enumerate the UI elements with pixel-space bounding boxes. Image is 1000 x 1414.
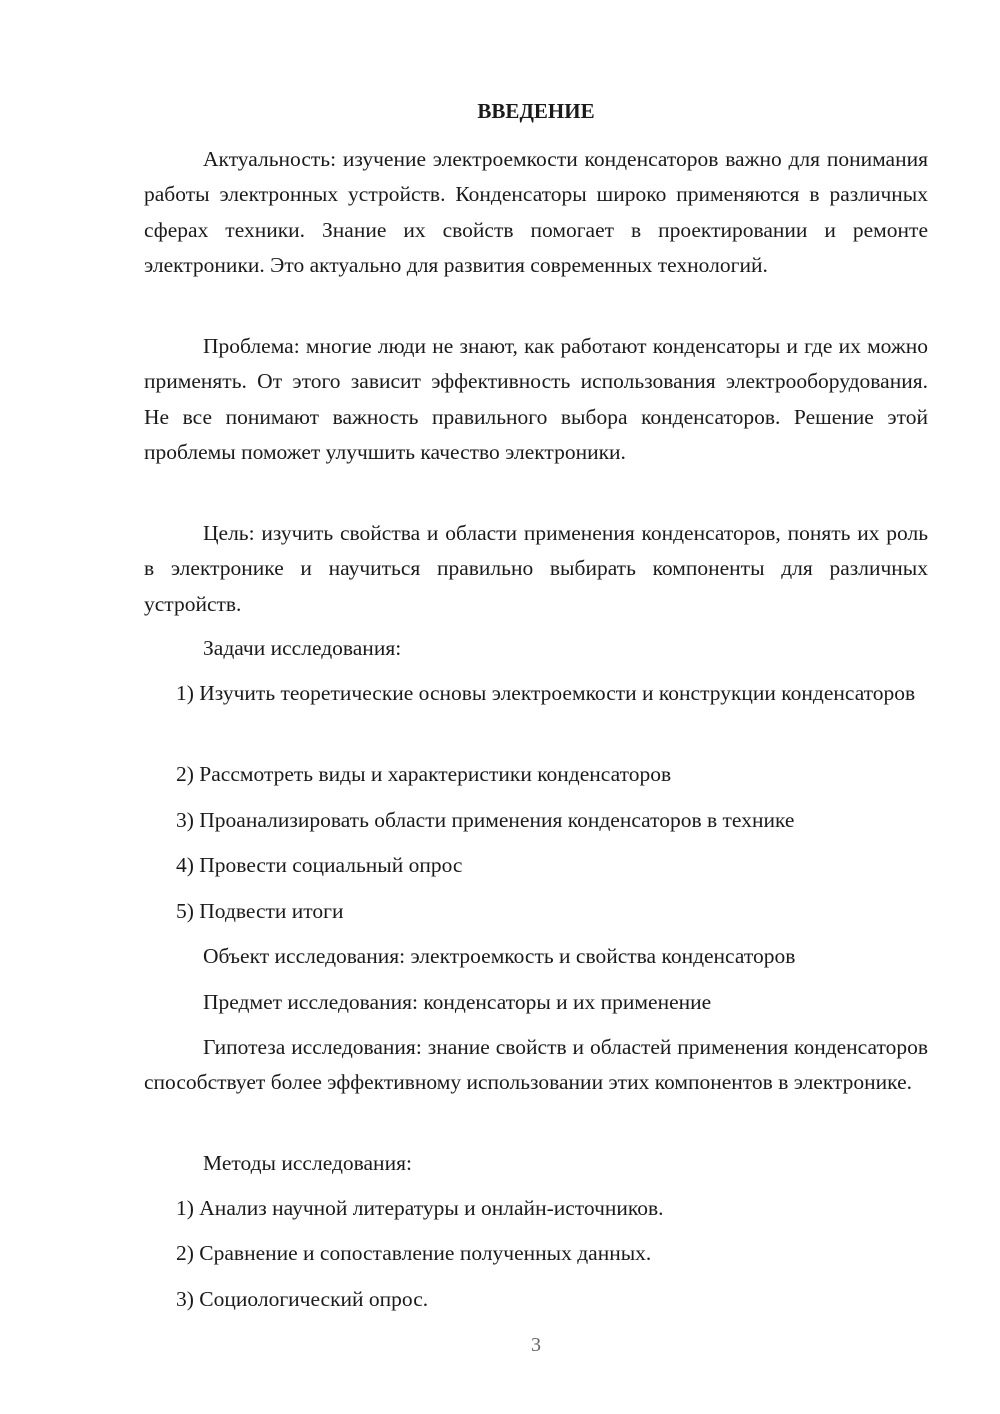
page-number: 3: [531, 1334, 541, 1356]
paragraph-relevance: Актуальность: изучение электроемкости конденсаторов важно для понимания работы электронных устройств. Конденсаторы широко применяются в различных сферах техники. Знание их свойств помогает в проектировании и ремонте электроники. Это актуально для развития современных технологий.: [144, 147, 928, 277]
paragraph-object: Объект исследования: электроемкость и свойства конденсаторов: [203, 944, 796, 968]
paragraph-goal: Цель: изучить свойства и области применения конденсаторов, понять их роль в электронике и научиться правильно выбирать компоненты для различных устройств.: [144, 521, 928, 616]
method-item-1: 1) Анализ научной литературы и онлайн-источников.: [176, 1196, 664, 1220]
page-title: ВВЕДЕНИЕ: [477, 99, 595, 123]
paragraph-subject: Предмет исследования: конденсаторы и их применение: [203, 990, 712, 1014]
task-item-2: 2) Рассмотреть виды и характеристики конденсаторов: [176, 762, 672, 786]
method-item-3: 3) Социологический опрос.: [176, 1287, 429, 1311]
paragraph-problem: Проблема: многие люди не знают, как работают конденсаторы и где их можно применять. От этого зависит эффективность использования электрооборудования. Не все понимают важность правильного выбора конденсаторов. Решение этой проблемы поможет улучшить качество электроники.: [144, 334, 928, 464]
task-item-4: 4) Провести социальный опрос: [176, 853, 463, 877]
tasks-heading: Задачи исследования:: [203, 636, 402, 660]
document-page: [144, 0, 928, 1414]
paragraph-hypothesis: Гипотеза исследования: знание свойств и областей применения конденсаторов способствует более эффективному использовании этих компонентов в электронике.: [144, 1035, 928, 1095]
task-item-1: 1) Изучить теоретические основы электроемкости и конструкции конденсаторов: [176, 681, 916, 705]
task-item-5: 5) Подвести итоги: [176, 899, 344, 923]
methods-heading: Методы исследования:: [203, 1151, 412, 1175]
task-item-3: 3) Проанализировать области применения конденсаторов в технике: [176, 808, 795, 832]
method-item-2: 2) Сравнение и сопоставление полученных данных.: [176, 1241, 652, 1265]
